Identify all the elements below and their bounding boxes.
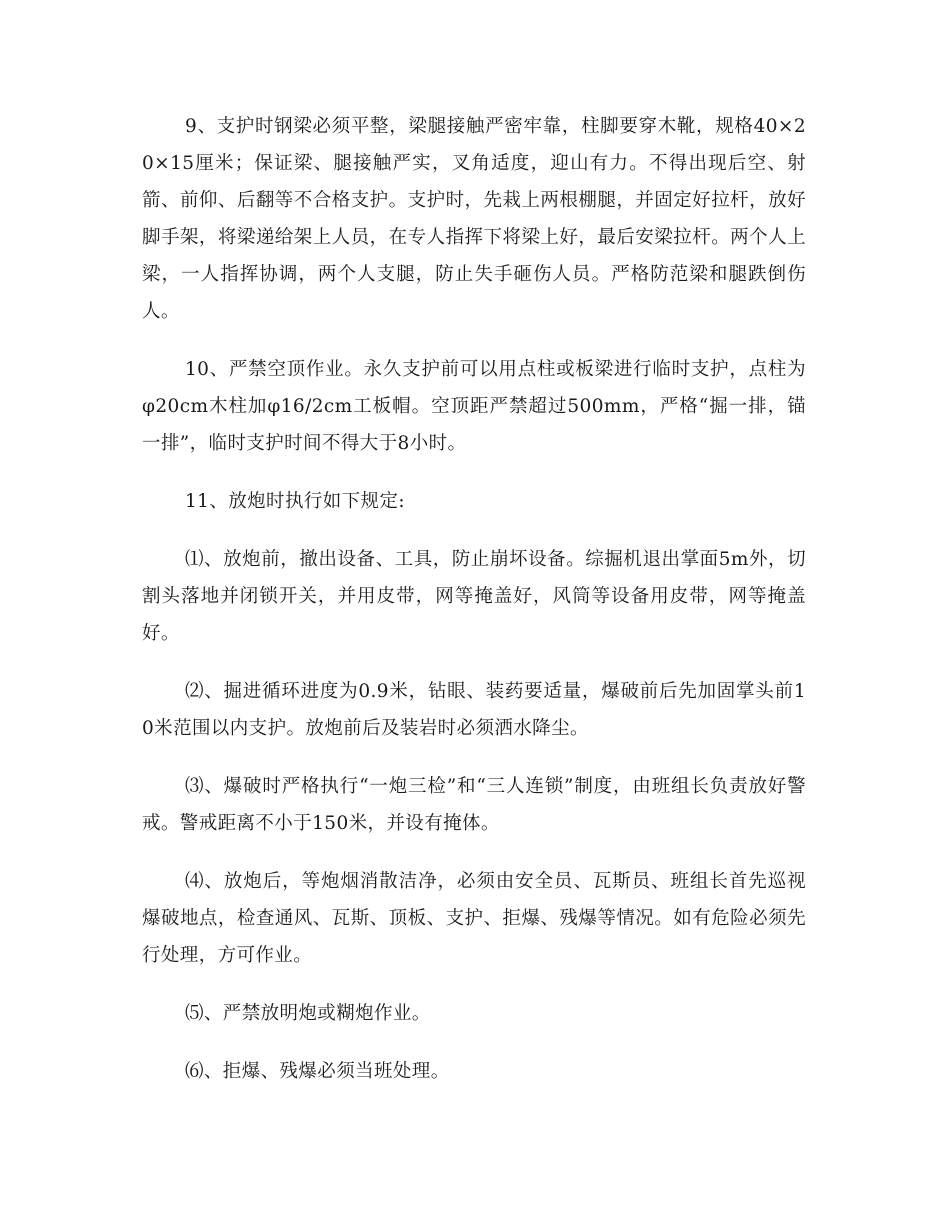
paragraph-10-empty-roof: 10、严禁空顶作业。永久支护前可以用点柱或板梁进行临时支护，点柱为φ20cm木柱加φ16/2cm工板帽。空顶距严禁超过500mm，严格“掘一排，锚一排”，临时支护时间不得大于8小时。 bbox=[142, 359, 806, 454]
paragraph-11-item-1: ⑴、放炮前，撤出设备、工具，防止崩坏设备。综掘机退出掌面5m外，切割头落地并闭锁开关，并用皮带，网等掩盖好，风筒等设备用皮带，网等掩盖好。 bbox=[142, 549, 806, 644]
paragraph-11-item-6: ⑹、拒爆、残爆必须当班处理。 bbox=[185, 1061, 450, 1082]
paragraph-9-support: 9、支护时钢梁必须平整，梁腿接触严密牢靠，柱脚要穿木靴，规格40×20×15厘米；保证梁、腿接触严实，叉角适度，迎山有力。不得出现后空、射箭、前仰、后翻等不合格支护。支护时，先栽上两根棚腿，并固定好拉杆，放好脚手架，将梁递给架上人员，在专人指挥下将梁上好，最后安梁拉杆。两个人上梁，一人指挥协调，两个人支腿，防止失手砸伤人员。严格防范梁和腿跌倒伤人。 bbox=[142, 116, 806, 322]
document-body bbox=[142, 108, 806, 1111]
paragraph-11-item-4: ⑷、放炮后，等炮烟消散洁净，必须由安全员、瓦斯员、班组长首先巡视爆破地点，检查通风、瓦斯、顶板、支护、拒爆、残爆等情况。如有危险必须先行处理，方可作业。 bbox=[142, 871, 806, 966]
paragraph-11-blasting-heading: 11、放炮时执行如下规定: bbox=[185, 491, 405, 512]
paragraph-11-item-3: ⑶、爆破时严格执行“一炮三检”和“三人连锁”制度，由班组长负责放好警戒。警戒距离不小于150米，并设有掩体。 bbox=[142, 776, 806, 834]
paragraph-11-item-2: ⑵、掘进循环进度为0.9米，钻眼、装药要适量，爆破前后先加固掌头前10米范围以内支护。放炮前后及装岩时必须洒水降尘。 bbox=[142, 681, 806, 739]
paragraph-11-item-5: ⑸、严禁放明炮或糊炮作业。 bbox=[185, 1003, 431, 1024]
